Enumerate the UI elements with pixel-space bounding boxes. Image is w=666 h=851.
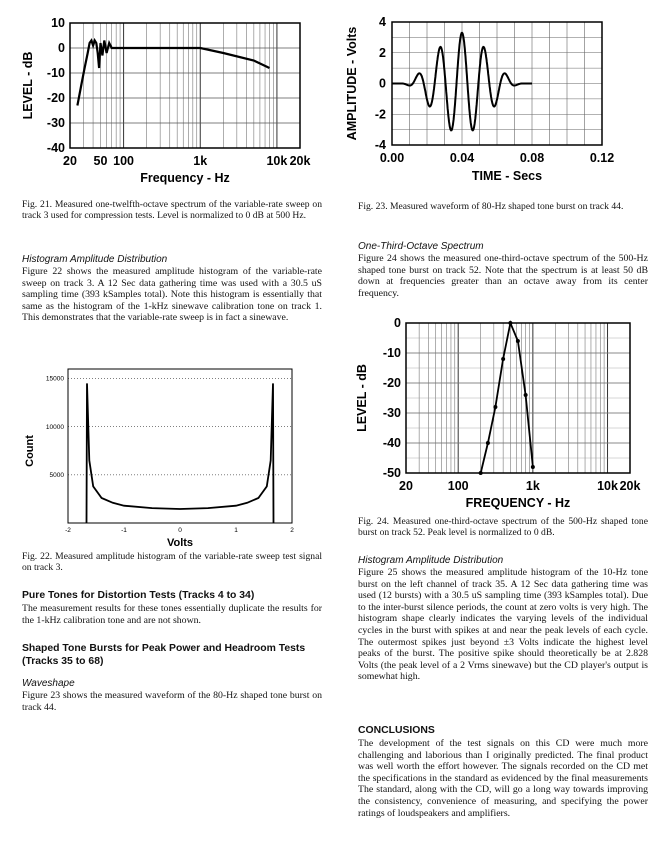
y-tick-label: 15000 <box>45 375 64 383</box>
fig21-plot <box>21 16 310 185</box>
data-point <box>524 393 528 397</box>
x-tick-label: 0 <box>178 527 182 534</box>
data-point <box>501 357 505 361</box>
hist-body: Figure 22 shows the measured amplitude histogram of the variable-rate sweep on track 3. A 12 Sec data gathering time was used with a 30.5 uS sampling time (393 kSamples total). Note this histogram is essentially that same as the histogram of the 1-kHz sinewave calibration tone on track 1. This demonstrates that the variable-rate sweep is in fact a sinewave. <box>22 266 322 324</box>
conclusions-heading: CONCLUSIONS <box>358 725 435 736</box>
y-tick-label: -30 <box>382 406 401 420</box>
x-tick-label: -2 <box>65 527 71 534</box>
data-point <box>516 339 520 343</box>
x-tick-label: 2 <box>290 527 294 534</box>
shaped-heading: Shaped Tone Bursts for Peak Power and Headroom Tests (Tracks 35 to 68) <box>22 643 306 667</box>
y-axis-label: Count <box>24 435 36 467</box>
pure-body: The measurement results for these tones essentially duplicate the results for the 1-kHz calibration tone and are not shown. <box>22 603 322 626</box>
x-tick-label: 20k <box>289 154 311 168</box>
conclusions-body: The development of the test signals on this CD were much more challenging and laborious than I originally predicted. The final product was well worth the effort however. The signals recorded on the CD met the specifications in the standard as evidenced by the final measurements The standard, along with the CD, will go a long way towards improving the consistency, convenience of measuring, and specifying the power ratings of loudspeakers and amplifiers. <box>358 738 648 819</box>
x-tick-label: 20 <box>63 154 77 168</box>
x-tick-label: 1k <box>525 479 540 493</box>
fig24-caption: Fig. 24. Measured one-third-octave spectrum of the 500-Hz shaped tone burst on track 52. Peak level is normalized to 0 dB. <box>358 516 648 539</box>
y-tick-label: 4 <box>379 15 386 29</box>
x-tick-label: 20 <box>399 479 413 493</box>
hist2-heading: Histogram Amplitude Distribution <box>358 555 504 566</box>
x-tick-label: 100 <box>113 154 135 168</box>
x-axis-label: TIME - Secs <box>471 169 543 183</box>
data-point <box>531 465 535 469</box>
x-axis-label: Volts <box>166 537 194 549</box>
x-axis-label: FREQUENCY - Hz <box>465 496 571 510</box>
fig23-chart <box>330 0 666 195</box>
data-line <box>87 383 274 523</box>
third-heading: One-Third-Octave Spectrum <box>358 241 484 252</box>
x-tick-label: 0.00 <box>379 151 405 165</box>
y-tick-label: 10 <box>51 16 65 30</box>
plot-frame <box>68 369 292 523</box>
y-tick-label: -30 <box>46 116 65 130</box>
y-tick-label: -2 <box>374 107 386 122</box>
x-tick-label: 0.04 <box>449 151 475 165</box>
y-tick-label: 10000 <box>45 423 64 431</box>
y-axis-label: AMPLITUDE - Volts <box>345 26 359 141</box>
y-tick-label: -20 <box>382 376 401 390</box>
x-tick-label: 0.08 <box>519 151 545 165</box>
hist2-body: Figure 25 shows the measured amplitude histogram of the 10-Hz tone burst on the left channel of track 35. A 12 Sec data gathering time was used (12 bursts) with a 30.5 uS sampling time (393 kSamples total). Due to the inter-burst silence periods, the count at zero volts is very high. The histogram shape clearly indicates the varying levels of the individual cycles in the burst with spikes at and near the peak levels of each cycle. The outermost spikes just beyond ±3 Volts indicate the highest level peaks of the burst. The positive spike should theoretically be at 2.828 Volts (the peak level of a 2 Vrms sinewave) but the CD player's output is somewhat high. <box>358 567 648 683</box>
data-point <box>508 321 512 325</box>
y-tick-label: 0 <box>379 76 386 91</box>
y-tick-label: -20 <box>46 91 65 105</box>
y-tick-label: -40 <box>382 436 401 450</box>
x-tick-label: 100 <box>447 479 469 493</box>
fig24-chart <box>340 305 666 515</box>
x-tick-label: 1k <box>193 154 208 168</box>
fig21-chart <box>0 0 330 195</box>
y-axis-label: LEVEL - dB <box>355 364 369 432</box>
y-tick-label: -50 <box>382 466 401 480</box>
fig22-plot <box>24 369 294 549</box>
wave-heading: Waveshape <box>22 678 75 689</box>
fig23-plot <box>345 15 614 183</box>
data-point <box>493 405 497 409</box>
x-tick-label: 10k <box>597 479 618 493</box>
x-axis-label: Frequency - Hz <box>140 171 230 185</box>
x-tick-label: -1 <box>121 527 127 534</box>
y-tick-label: -10 <box>46 66 65 80</box>
hist-heading: Histogram Amplitude Distribution <box>22 254 168 265</box>
fig22-caption: Fig. 22. Measured amplitude histogram of the variable-rate sweep test signal on track 3. <box>22 551 322 574</box>
fig21-caption: Fig. 21. Measured one-twelfth-octave spectrum of the variable-rate sweep on track 3 used for compression tests. Level is normalized to 0 dB at 500 Hz. <box>22 199 322 222</box>
fig23-caption: Fig. 23. Measured waveform of 80-Hz shaped tone burst on track 44. <box>358 201 624 212</box>
x-tick-label: 1 <box>234 527 238 534</box>
fig22-chart <box>0 355 330 550</box>
y-tick-label: 5000 <box>49 471 64 479</box>
data-point <box>486 441 490 445</box>
y-tick-label: 2 <box>379 45 386 60</box>
y-tick-label: 0 <box>58 41 65 55</box>
data-point <box>479 471 483 475</box>
pure-heading: Pure Tones for Distortion Tests (Tracks 4 to 34) <box>22 590 255 601</box>
y-tick-label: -40 <box>46 141 65 155</box>
fig24-plot <box>355 316 640 510</box>
x-tick-label: 50 <box>93 154 108 168</box>
x-tick-label: 0.12 <box>589 151 615 165</box>
y-tick-label: -10 <box>382 346 401 360</box>
x-tick-label: 10k <box>266 154 288 168</box>
y-tick-label: 0 <box>394 316 401 330</box>
wave-body: Figure 23 shows the measured waveform of the 80-Hz shaped tone burst on track 44. <box>22 690 322 713</box>
y-axis-label: LEVEL - dB <box>21 51 35 120</box>
x-tick-label: 20k <box>619 479 641 493</box>
y-tick-label: -4 <box>374 138 386 152</box>
third-body: Figure 24 shows the measured one-third-octave spectrum of the 500-Hz shaped tone burst on track 52. Note that the spectrum is at least 50 dB down at frequencies greater than an octave away from its center frequency. <box>358 253 648 299</box>
